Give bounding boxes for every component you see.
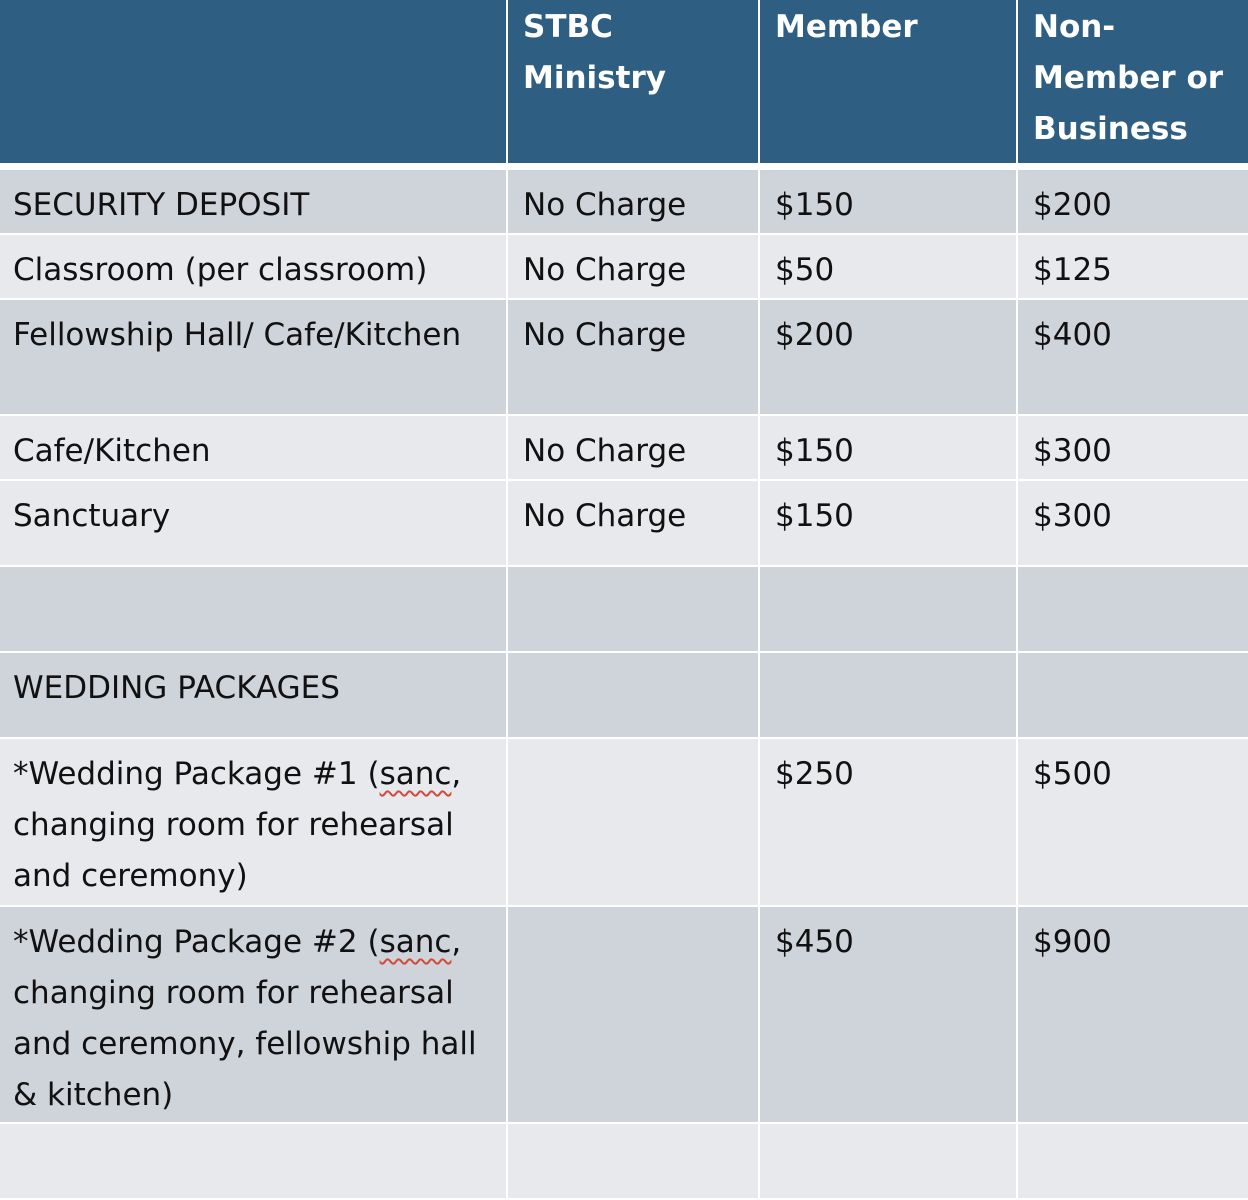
- member-price: [760, 1124, 1018, 1200]
- member-price: $150: [760, 170, 1018, 235]
- row-label: [0, 1124, 508, 1200]
- member-price: $450: [760, 907, 1018, 1124]
- spellcheck-flagged-word[interactable]: sanc: [379, 756, 452, 792]
- non-member-price: [1018, 567, 1248, 653]
- header-non-member: Non-Member or Business: [1018, 0, 1248, 163]
- row-label: [0, 739, 508, 907]
- non-member-price: $300: [1018, 481, 1248, 567]
- non-member-price: $400: [1018, 300, 1248, 416]
- non-member-price: $200: [1018, 170, 1248, 235]
- member-price: $50: [760, 235, 1018, 300]
- row-label: [0, 907, 508, 1124]
- ministry-price: [508, 907, 760, 1124]
- member-price: $150: [760, 481, 1018, 567]
- label-suffix: , changing room for rehearsal and ceremony, fellowship hall & kitchen): [13, 924, 477, 1113]
- member-price: $200: [760, 300, 1018, 416]
- ministry-price: No Charge: [508, 481, 760, 567]
- non-member-price: $125: [1018, 235, 1248, 300]
- header-member: Member: [760, 0, 1018, 163]
- member-price: $150: [760, 416, 1018, 481]
- ministry-price: [508, 1124, 760, 1200]
- non-member-price: [1018, 1124, 1248, 1200]
- ministry-price: No Charge: [508, 416, 760, 481]
- label-suffix: , changing room for rehearsal and ceremony): [13, 756, 462, 894]
- non-member-price: $500: [1018, 739, 1248, 907]
- ministry-price: [508, 739, 760, 907]
- spellcheck-flagged-word[interactable]: sanc: [379, 924, 452, 960]
- member-price: [760, 653, 1018, 739]
- ministry-price: [508, 653, 760, 739]
- non-member-price: [1018, 653, 1248, 739]
- ministry-price: No Charge: [508, 300, 760, 416]
- header-blank-cell: [0, 0, 508, 163]
- row-label: SECURITY DEPOSIT: [0, 170, 508, 235]
- non-member-price: $300: [1018, 416, 1248, 481]
- row-label: Sanctuary: [0, 481, 508, 567]
- member-price: $250: [760, 739, 1018, 907]
- header-separator: [0, 163, 1248, 170]
- member-price: [760, 567, 1018, 653]
- ministry-price: No Charge: [508, 170, 760, 235]
- section-heading: WEDDING PACKAGES: [0, 653, 508, 739]
- row-label: Cafe/Kitchen: [0, 416, 508, 481]
- label-prefix: *Wedding Package #2 (: [13, 924, 380, 960]
- non-member-price: $900: [1018, 907, 1248, 1124]
- row-label: [0, 567, 508, 653]
- label-prefix: *Wedding Package #1 (: [13, 756, 380, 792]
- header-stbc-ministry: STBC Ministry: [508, 0, 760, 163]
- row-label: Classroom (per classroom): [0, 235, 508, 300]
- ministry-price: No Charge: [508, 235, 760, 300]
- ministry-price: [508, 567, 760, 653]
- row-label: Fellowship Hall/ Cafe/Kitchen: [0, 300, 508, 416]
